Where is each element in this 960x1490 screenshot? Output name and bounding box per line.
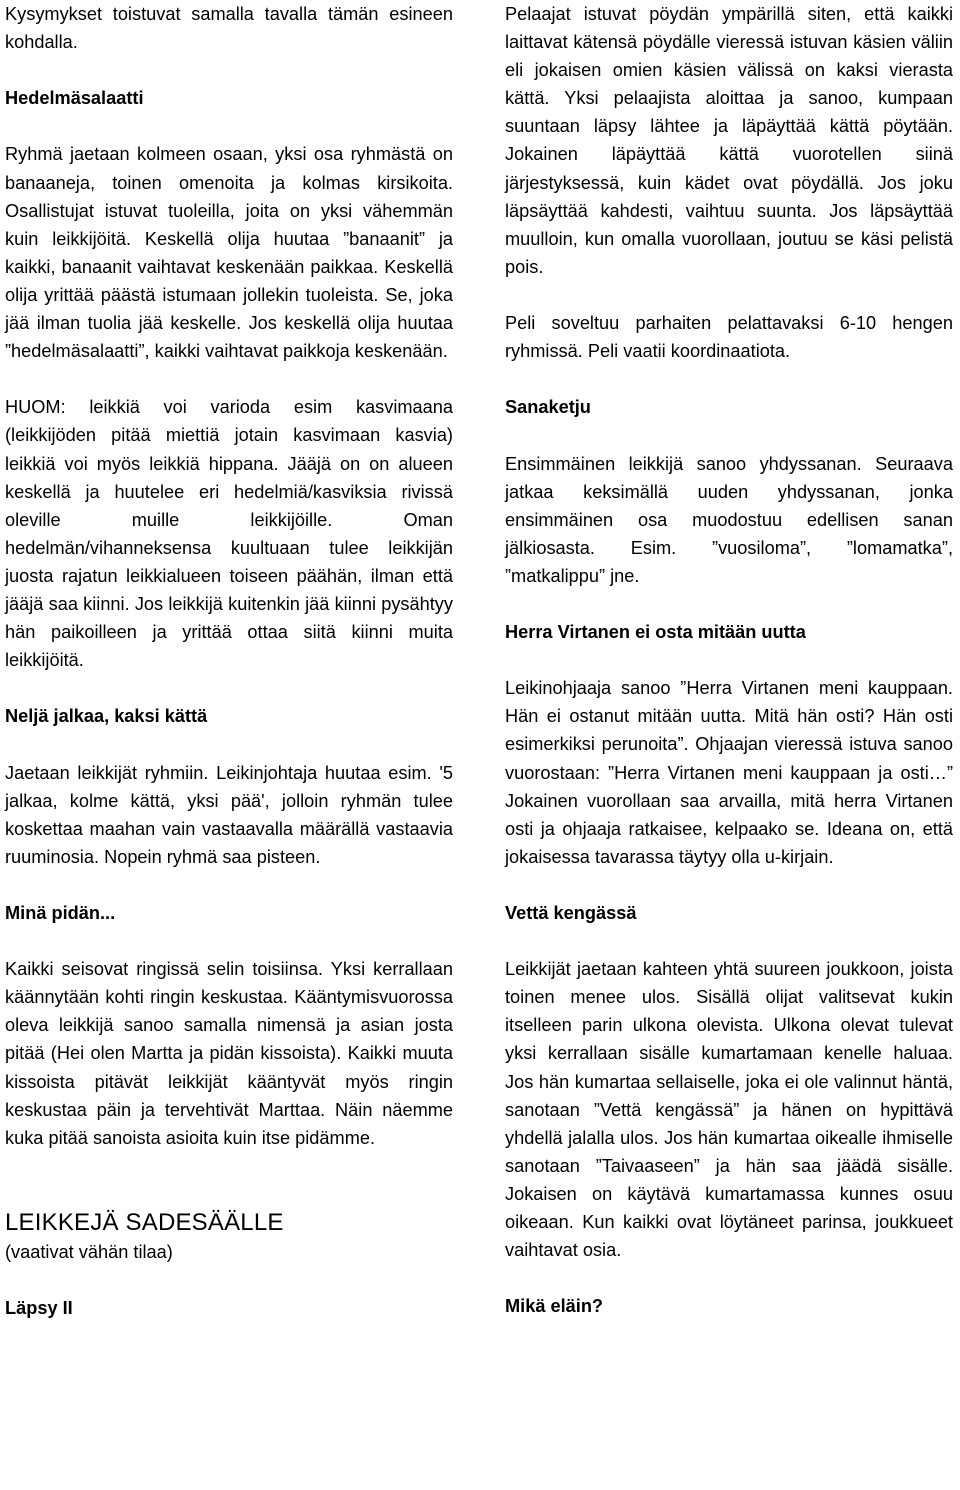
left-column [5,0,453,1322]
hedelmasalaatti-paragraph: Ryhmä jaetaan kolmeen osaan, yksi osa ryhmästä on banaaneja, toinen omenoita ja kolmas kirsikoita. Osallistujat istuvat tuoleilla, joita on yksi vähemmän kuin leikkijöitä. Keskellä olija huutaa ”banaanit” ja kaikki, banaanit vaihtavat keskenään paikkaa. Keskellä olija yrittää päästä istumaan jollekin tuoleista. Se, joka jää ilman tuolia jää keskelle. Jos keskellä olija huutaa ”hedelmäsalaatti”, kaikki vaihtavat paikkoja keskenään. [5,144,453,362]
hedelmasalaatti-note-paragraph: HUOM: leikkiä voi varioda esim kasvimaana (leikkijöden pitää miettiä jotain kasvimaan kasvia) leikkiä voi myös leikkiä hippana. Jääjä on on alueen keskellä ja huutelee eri hedelmiä/kasviksia rivissä oleville muille leikkijöille. Oman hedelmän/vihanneksensa kuultuaan tulee leikkijän juosta rajatun leikkialueen toiseen päähän, ilman että jääjä saa kiinni. Jos leikkijä kuitenkin jää kiinni pysähtyy hän paikoilleen ja yrittää ottaa siitä kiinni muita leikkijöitä. [5,397,453,671]
nelja-jalkaa-paragraph: Jaetaan leikkijät ryhmiin. Leikinjohtaja huutaa esim. '5 jalkaa, kolme kättä, yksi pää', jolloin ryhmän tulee koskettaa maahan vain vastaavalla määrällä vastaavia ruuminosia. Nopein ryhmä saa pisteen. [5,762,453,867]
sanaketju-heading: Sanaketju [505,397,591,418]
hedelmasalaatti-heading: Hedelmäsalaatti [5,88,144,109]
herra-virtanen-heading: Herra Virtanen ei osta mitään uutta [505,622,806,643]
vetta-kengassa-paragraph: Leikkijät jaetaan kahteen yhtä suureen joukkoon, joista toinen menee ulos. Sisällä olijat valitsevat kukin itselleen parin ulkona olevista. Ulkona olevat tulevat yksi kerrallaan sisälle kumartamaan kenelle haluaa. Jos hän kumartaa sellaiselle, joka ei ole valinnut häntä, sanotaan ”Vettä kengässä” ja hänen on hypittävä yhdellä jalalla ulos. Jos hän kumartaa oikealle ihmiselle sanotaan ”Taivaaseen” ja hän saa jäädä sisälle. Jokaisen on käytävä kumartamassa kunnes osuu oikeaan. Kun kaikki ovat löytäneet parinsa, joukkueet vaihtavat osia. [505,959,953,1261]
rainy-day-section-subheading: (vaativat vähän tilaa) [5,1242,173,1263]
right-column [505,0,953,1320]
vetta-kengassa-heading: Vettä kengässä [505,903,637,923]
sanaketju-paragraph: Ensimmäinen leikkijä sanoo yhdyssanan. Seuraava jatkaa keksimällä uuden yhdyssanan, jonka ensimmäinen osa muodostuu edellisen sanan jälkiosasta. Esim. ”vuosiloma”, ”lomamatka”, ”matkalippu” jne. [505,453,953,586]
lapsy-note-paragraph: Peli soveltuu parhaiten pelattavaksi 6-10 hengen ryhmissä. Peli vaatii koordinaatiota. [505,313,953,362]
intro-tail-paragraph: Kysymykset toistuvat samalla tavalla tämän esineen kohdalla. [5,4,453,53]
lapsy-heading: Läpsy II [5,1298,73,1319]
mina-pidan-paragraph: Kaikki seisovat ringissä selin toisiinsa. Yksi kerrallaan käännytään kohti ringin keskustaa. Kääntymisvuorossa oleva leikkijä sanoo samalla nimensä ja asian josta pitää (Hei olen Martta ja pidän kissoista). Kaikki muuta kissoista pitävät leikkijät kääntyvät myös ringin keskustaa päin ja tervehtivät Marttaa. Näin näemme kuka pitää sanoista asioita kuin itse pidämme. [5,959,453,1148]
nelja-jalkaa-heading: Neljä jalkaa, kaksi kättä [5,706,208,727]
rainy-day-section-heading: LEIKKEJÄ SADESÄÄLLE [5,1209,284,1237]
mika-elain-heading: Mikä eläin? [505,1296,604,1317]
lapsy-paragraph: Pelaajat istuvat pöydän ympärillä siten, että kaikki laittavat kätensä pöydälle vieressä istuvan käsien väliin eli jokaisen omien käsien välissä on kaksi vierasta kättä. Yksi pelaajista aloittaa ja sanoo, kumpaan suuntaan läpsy lähtee ja läpäyttää kättä pöytään. Jokainen läpäyttää kättä vuorotellen siinä järjestyksessä, kuin kädet ovat pöydällä. Jos joku läpsäyttää kahdesti, vaihtuu suunta. Jos läpsäyttää muulloin, kun omalla vuorollaan, joutuu se käsi pelistä pois. [505,4,953,277]
herra-virtanen-paragraph: Leikinohjaaja sanoo ”Herra Virtanen meni kauppaan. Hän ei ostanut mitään uutta. Mitä hän osti? Hän osti esimerkiksi perunoita”. Ohjaajan vieressä istuva sanoo vuorostaan: ”Herra Virtanen meni kauppaan ja osti…” Jokainen vuorollaan saa arvailla, mitä herra Virtanen osti ja ohjaaja ratkaisee, kelpaako se. Ideana on, että jokaisessa tavarassa täytyy olla u-kirjain. [505,678,953,867]
mina-pidan-heading: Minä pidän... [5,903,116,923]
